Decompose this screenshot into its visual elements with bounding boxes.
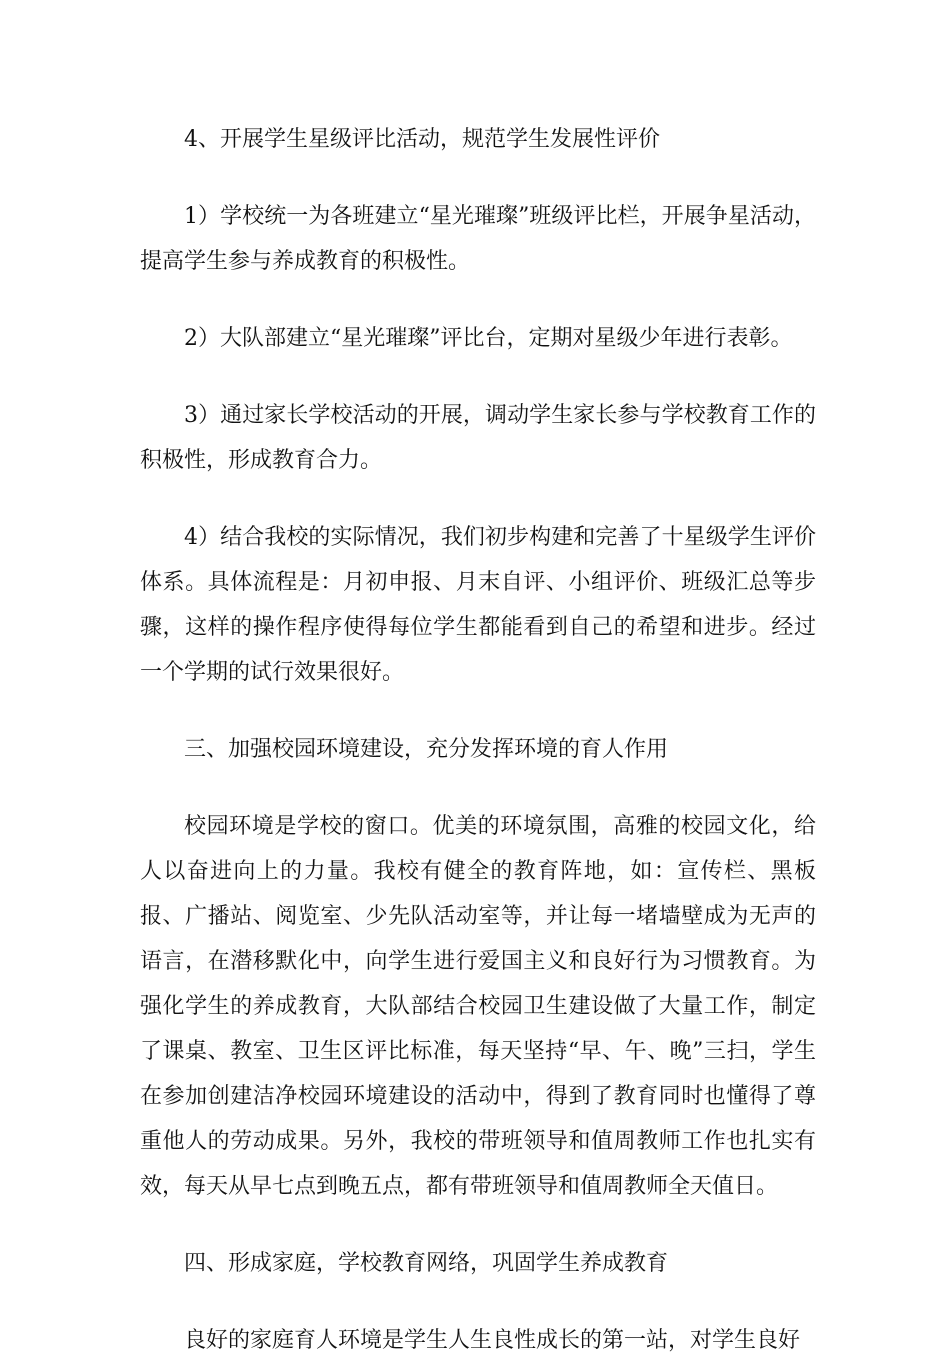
body-paragraph-campus-environment: 校园环境是学校的窗口。优美的环境氛围，高雅的校园文化，给人以奋进向上的力量。我校有健全的教育阵地，如：宣传栏、黑板报、广播站、阅览室、少先队活动室等，并让每一堵墙壁成为无声的语言，在潜移默化中，向学生进行爱国主义和良好行为习惯教育。为强化学生的养成教育，大队部结合校园卫生建设做了大量工作，制定了课桌、教室、卫生区评比标准，每天坚持“早、午、晚”三扫，学生在参加创建洁净校园环境建设的活动中，得到了教育同时也懂得了尊重他人的劳动成果。另外，我校的带班领导和值周教师工作也扎实有效，每天从早七点到晚五点，都有带班领导和值周教师全天值日。 (140, 814, 816, 1199)
list-item-class-board: 1）学校统一为各班建立“星光璀璨”班级评比栏，开展争星活动，提高学生参与养成教育的积极性。 (140, 204, 816, 274)
section-heading-star-rating: 4、开展学生星级评比活动，规范学生发展性评价 (184, 127, 660, 152)
list-item-parent-school: 3）通过家长学校活动的开展，调动学生家长参与学校教育工作的积极性，形成教育合力。 (140, 403, 816, 473)
body-paragraph-family-environment: 良好的家庭育人环境是学生人生良性成长的第一站，对学生良好 (184, 1328, 801, 1353)
list-item-brigade-platform: 2）大队部建立“星光璀璨”评比台，定期对星级少年进行表彰。 (184, 326, 793, 351)
document-body (140, 117, 816, 1363)
list-item-ten-star-system: 4）结合我校的实际情况，我们初步构建和完善了十星级学生评价体系。具体流程是：月初申报、月末自评、小组评价、班级汇总等步骤，这样的操作程序使得每位学生都能看到自己的希望和进步。经过一个学期的试行效果很好。 (140, 525, 816, 685)
section-heading-campus-environment: 三、加强校园环境建设，充分发挥环境的育人作用 (184, 737, 669, 762)
section-heading-family-school-network: 四、形成家庭，学校教育网络，巩固学生养成教育 (184, 1251, 669, 1276)
